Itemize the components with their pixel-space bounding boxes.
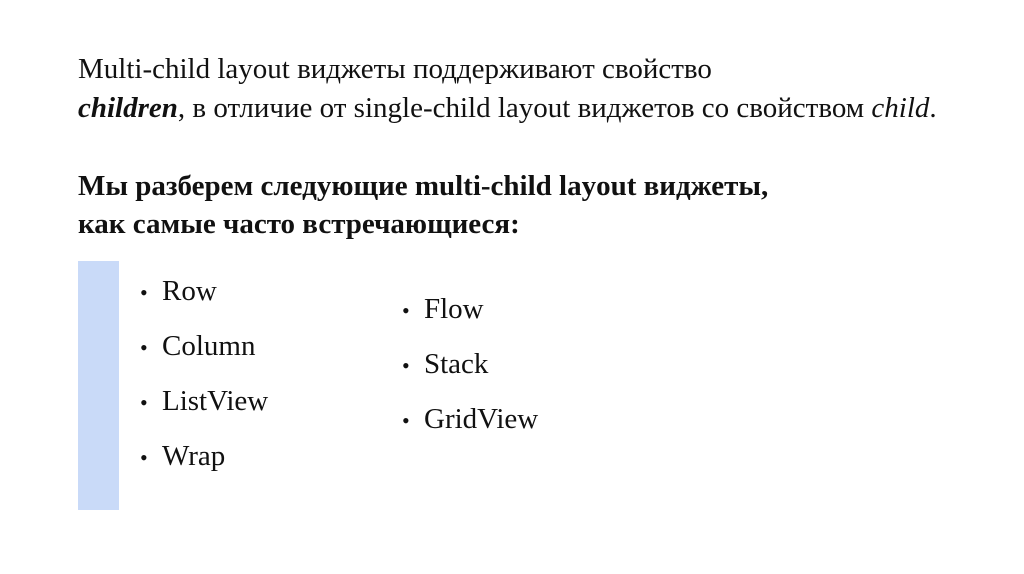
list-item-label: Row (162, 275, 217, 307)
list-item (140, 264, 268, 319)
list-item-label: Flow (424, 293, 484, 325)
widget-list-left (140, 264, 268, 484)
list-item (402, 392, 538, 447)
list-item-label: ListView (162, 385, 269, 417)
bullet-icon: • (402, 353, 410, 378)
intro-child-keyword: child (871, 92, 930, 124)
intro-paragraph (78, 50, 958, 128)
bullet-icon: • (140, 335, 148, 360)
list-item (402, 282, 538, 337)
intro-children-keyword: children (78, 92, 178, 124)
intro-text-part3: . (929, 92, 937, 124)
heading-line-2: как самые часто встречающиеся: (78, 208, 520, 240)
bullet-icon: • (402, 298, 410, 323)
bullet-icon: • (140, 390, 148, 415)
accent-bar (78, 261, 119, 510)
widget-list-right (402, 282, 538, 447)
list-item (140, 374, 268, 429)
intro-text-part1: Multi-child layout виджеты поддерживают свойство (78, 53, 712, 85)
intro-text-part2: , в отличие от single-child layout виджетов со свойством (177, 92, 872, 124)
bullet-icon: • (140, 445, 148, 470)
list-item-label: Column (162, 330, 256, 362)
list-item-label: GridView (424, 403, 539, 435)
list-item-label: Wrap (162, 440, 226, 472)
list-item-label: Stack (424, 348, 489, 380)
list-item (140, 319, 268, 374)
heading-line-1: Мы разберем следующие multi-child layout виджеты, (78, 170, 769, 202)
section-heading (78, 167, 958, 243)
bullet-icon: • (140, 280, 148, 305)
list-item (402, 337, 538, 392)
bullet-icon: • (402, 408, 410, 433)
list-item (140, 429, 268, 484)
